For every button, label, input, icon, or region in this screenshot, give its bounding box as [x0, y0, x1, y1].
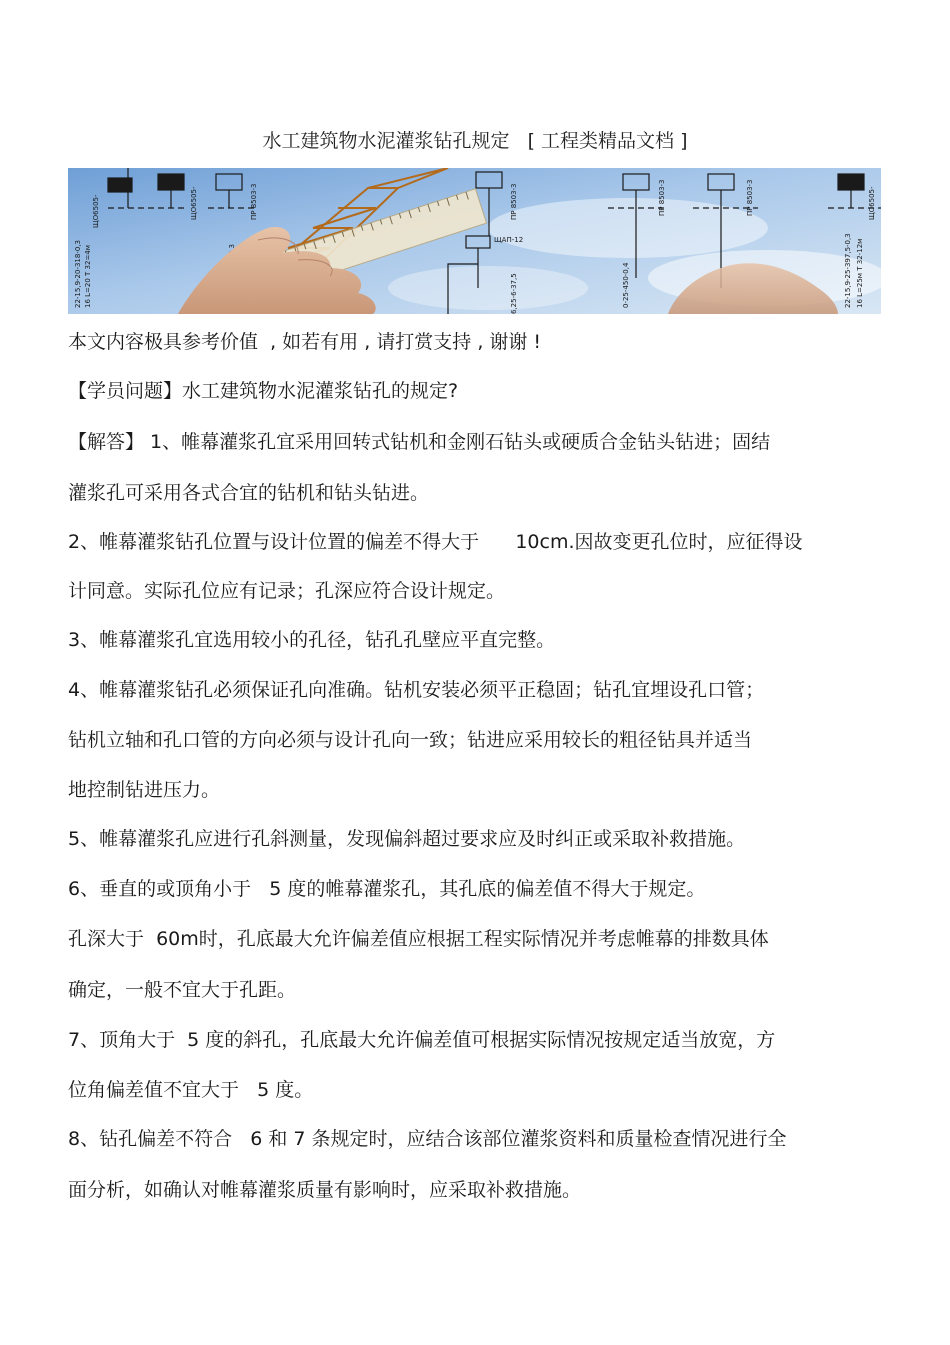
document-title: 水工建筑物水泥灌浆钻孔规定 [ 工程类精品文档 ] [262, 130, 688, 152]
answer-line-3: 3、帷幕灌浆孔宜选用较小的孔径，钻孔孔壁应平直完整。 [68, 629, 556, 651]
banner-label: ПР 8503-3 [658, 179, 666, 216]
banner-label: ЩАП-12 [494, 236, 524, 244]
banner-label: ПР 8503-3 [250, 183, 258, 220]
intro-note: 本文内容极具参考价值 , 如若有用 , 请打赏支持 , 谢谢 ! [68, 331, 542, 353]
banner-label: 16 L=20 T 32=4м [84, 244, 92, 308]
banner-label: 0-25-450-0,4 [622, 262, 630, 308]
answer-line-2: 2、帷幕灌浆钻孔位置与设计位置的偏差不得大于 10cm.因故变更孔位时，应征得设 [68, 531, 803, 553]
answer-line-5: 5、帷幕灌浆孔应进行孔斜测量，发现偏斜超过要求应及时纠正或采取补救措施。 [68, 828, 746, 850]
answer-line-1: 【解答】 1、帷幕灌浆孔宜采用回转式钻机和金刚石钻头或硬质合金钻头钻进；固结 [68, 431, 771, 453]
banner-label: ЩО6505- [868, 186, 876, 220]
banner-label: ПР 8503-3 [510, 183, 518, 220]
banner-label: 16 L=25м T 32-12м [856, 238, 864, 308]
banner-image [68, 168, 881, 314]
question-line: 【学员问题】水工建筑物水泥灌浆钻孔的规定? [68, 380, 459, 402]
answer-line-6c: 确定，一般不宜大于孔距。 [68, 979, 297, 1001]
banner-label: ЩО6505- [92, 194, 100, 228]
banner-illustration [68, 168, 881, 314]
banner-label: 22-15,9-20-318-0,3 [74, 240, 82, 308]
answer-line-8: 8、钻孔偏差不符合 6 和 7 条规定时，应结合该部位灌浆资料和质量检查情况进行全 [68, 1128, 787, 1150]
answer-line-6b: 孔深大于 60m时，孔底最大允许偏差值应根据工程实际情况并考虑帷幕的排数具体 [68, 928, 769, 950]
answer-line-6: 6、垂直的或顶角小于 5 度的帷幕灌浆孔，其孔底的偏差值不得大于规定。 [68, 878, 706, 900]
banner-label: ПР 8503-3 [746, 179, 754, 216]
answer-line-7: 7、顶角大于 5 度的斜孔，孔底最大允许偏差值可根据实际情况按规定适当放宽，方 [68, 1029, 776, 1051]
banner-label: ЩО6505- [190, 186, 198, 220]
answer-line-8b: 面分析，如确认对帷幕灌浆质量有影响时，应采取补救措施。 [68, 1179, 582, 1201]
answer-line-2b: 计同意。实际孔位应有记录；孔深应符合设计规定。 [68, 580, 506, 602]
answer-line-4b: 钻机立轴和孔口管的方向必须与设计孔向一致；钻进应采用较长的粗径钻具并适当 [68, 729, 753, 751]
banner-label: 22-15,9-25-397,5-0,3 [844, 233, 852, 308]
answer-line-4: 4、帷幕灌浆钻孔必须保证孔向准确。钻机安装必须平正稳固；钻孔宜埋设孔口管； [68, 679, 765, 701]
banner-label: 6,25-6-37,5 [510, 273, 518, 314]
answer-line-4c: 地控制钻进压力。 [68, 779, 221, 801]
answer-line-1b: 灌浆孔可采用各式合宜的钻机和钻头钻进。 [68, 482, 430, 504]
answer-line-7b: 位角偏差值不宜大于 5 度。 [68, 1079, 314, 1101]
